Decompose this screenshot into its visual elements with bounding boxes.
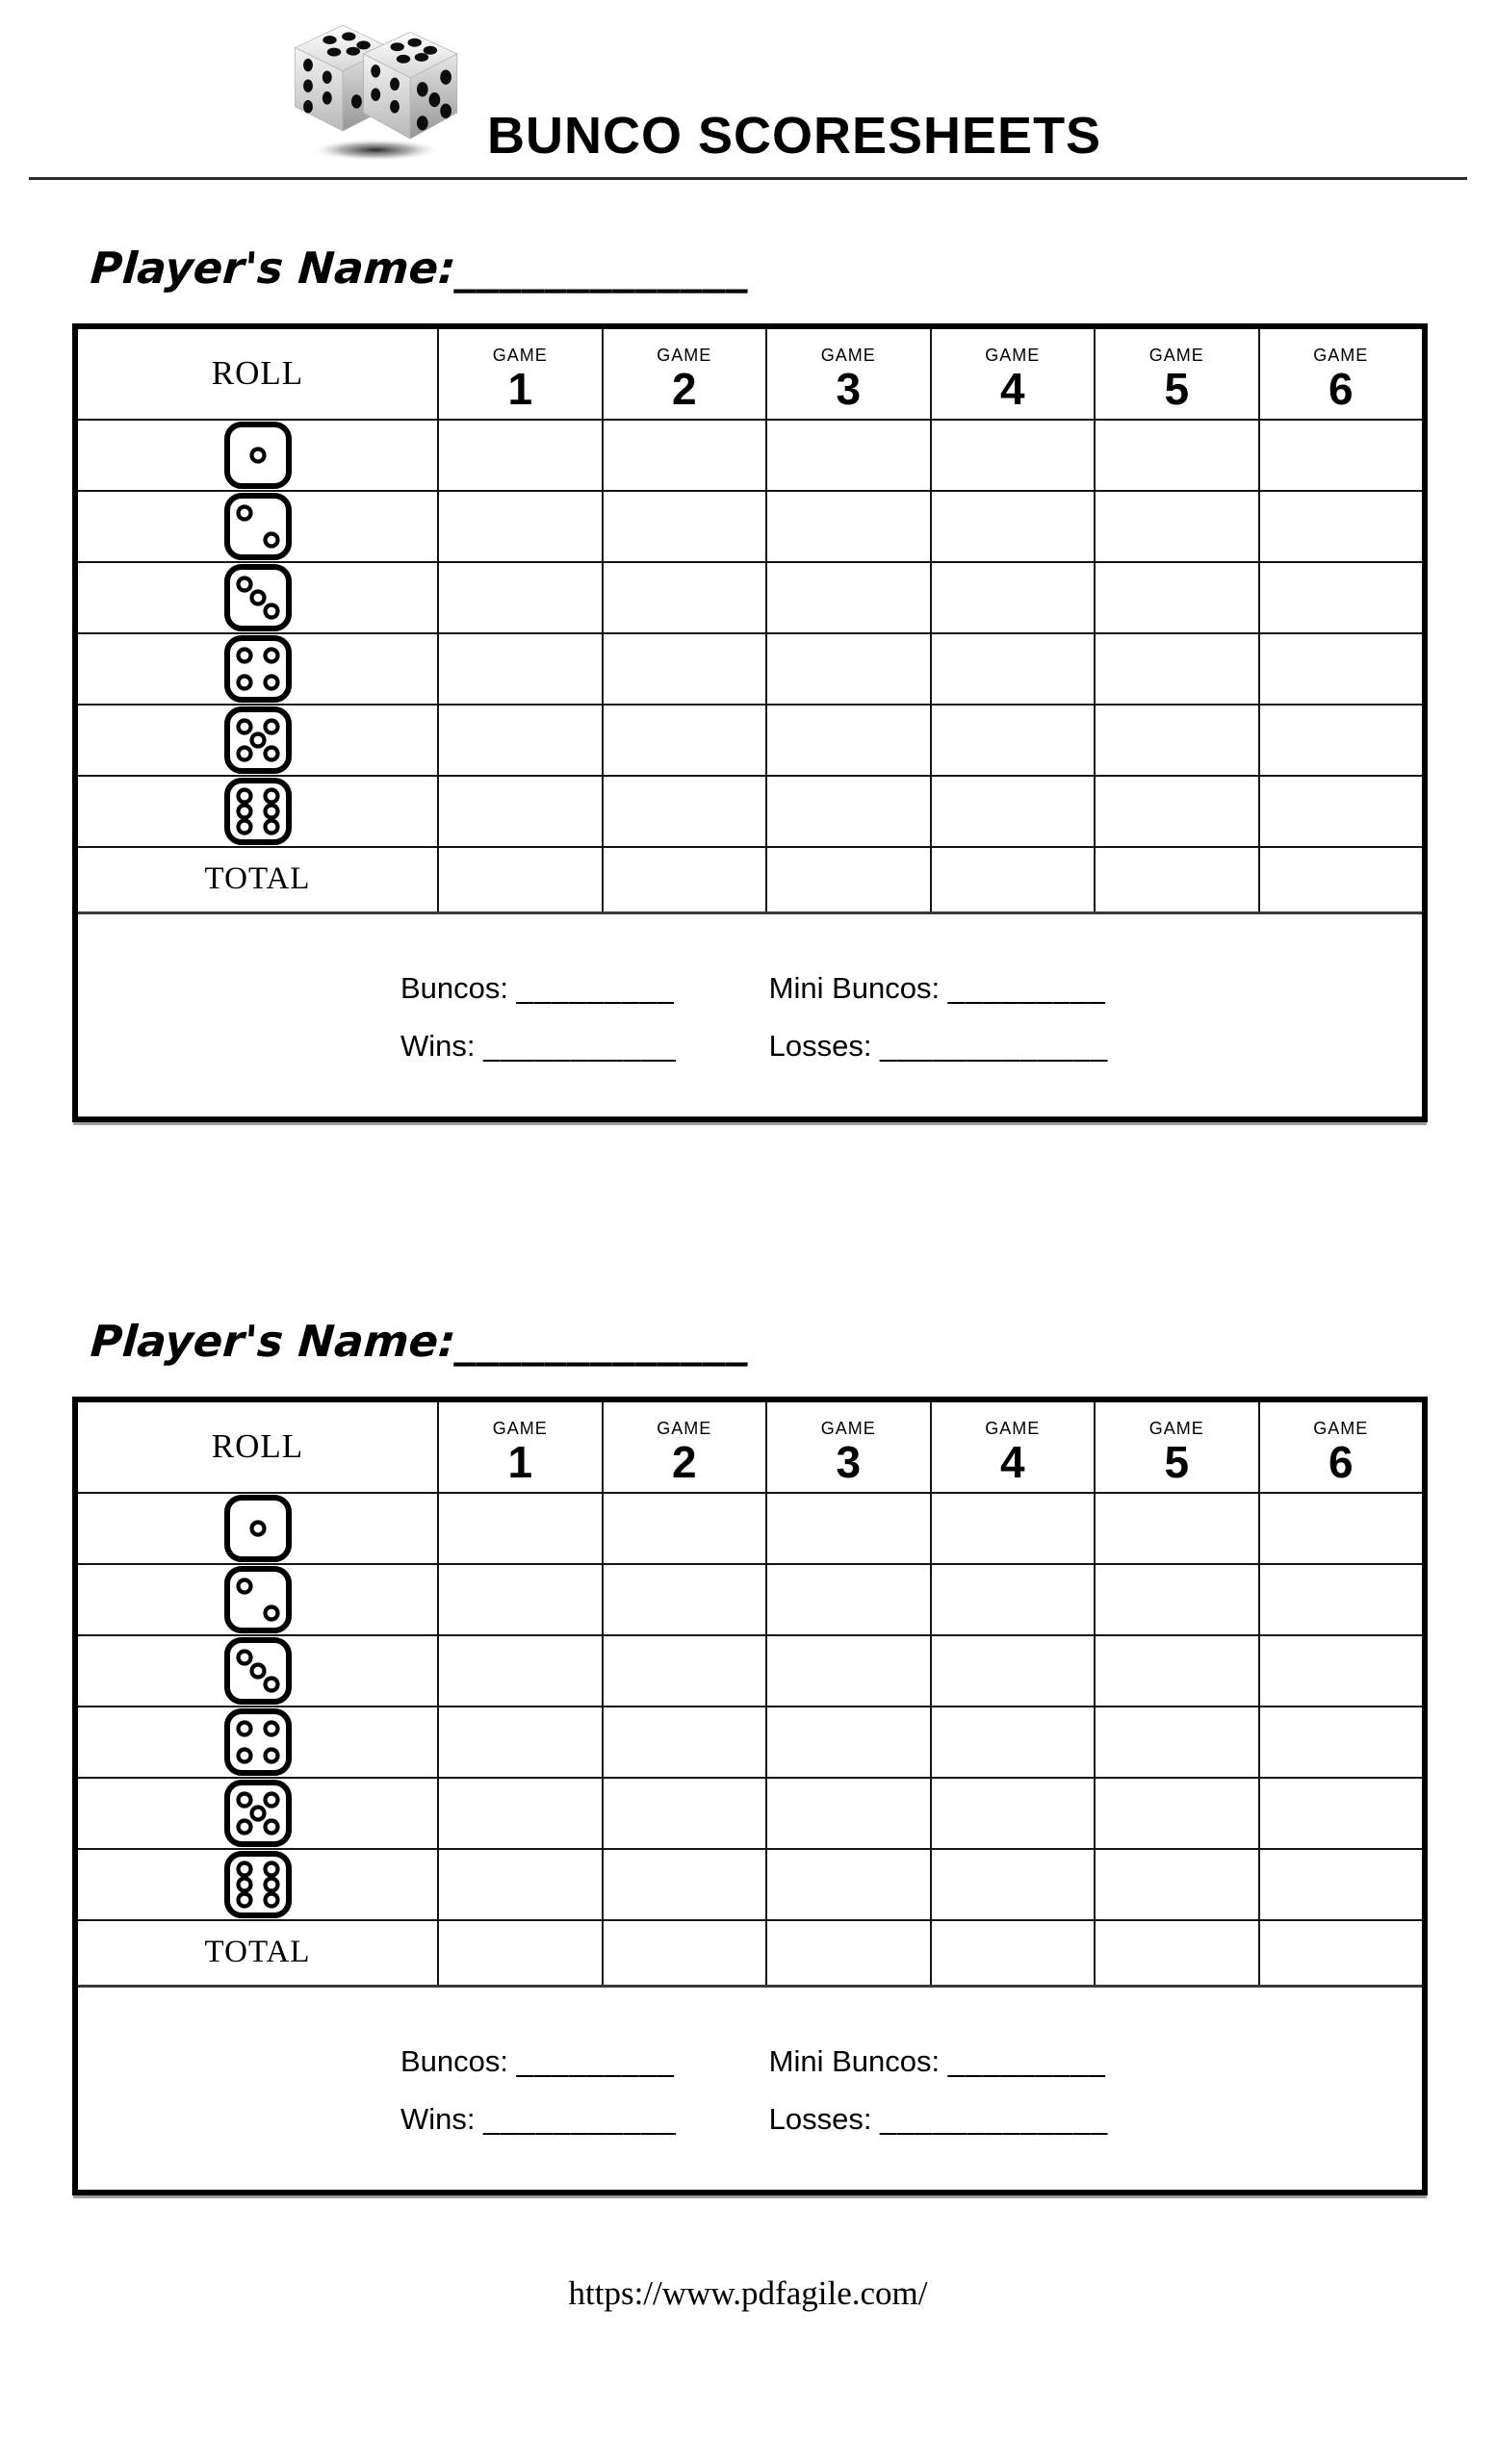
mini-buncos-field [769, 966, 1106, 1011]
game-number: 2 [671, 364, 697, 415]
wins-field [400, 2097, 761, 2142]
buncos-blank: _________ [516, 2043, 675, 2078]
game-label: GAME [492, 345, 548, 365]
scoresheet-1 [0, 240, 1496, 1122]
buncos-line [400, 2040, 1422, 2084]
score-cell [1258, 706, 1423, 775]
die-cell [78, 777, 437, 846]
game-4-header-cell [930, 329, 1095, 419]
score-cell [1258, 1636, 1423, 1706]
die-face-2-icon [223, 492, 293, 561]
score-cell [1094, 706, 1258, 775]
game-5-header-cell [1094, 1402, 1258, 1492]
dice-row-5 [78, 1779, 1422, 1850]
die-cell [78, 1779, 437, 1848]
dice-row-4 [78, 1707, 1422, 1779]
player-name-line [89, 240, 1496, 298]
die-face-6-icon [223, 777, 293, 846]
player-name-blank: _____________ [453, 243, 752, 294]
buncos-blank: _________ [516, 970, 675, 1005]
score-cell [1094, 1494, 1258, 1563]
score-cell [437, 563, 602, 632]
die-cell [78, 563, 437, 632]
game-2-header-cell [602, 1402, 766, 1492]
masthead [0, 0, 1496, 166]
score-cell [930, 421, 1095, 490]
score-cell [1258, 1494, 1423, 1563]
die-cell [78, 421, 437, 490]
die-cell [78, 1494, 437, 1563]
die-face-6-icon [223, 1850, 293, 1919]
score-cell [602, 777, 766, 846]
score-cell [765, 421, 930, 490]
game-number: 3 [836, 1437, 862, 1488]
score-cell [1094, 421, 1258, 490]
score-cell [1094, 1636, 1258, 1706]
dice-row-5 [78, 706, 1422, 777]
buncos-field [400, 966, 761, 1011]
dice-row-1 [78, 421, 1422, 492]
game-number: 5 [1164, 1437, 1190, 1488]
player-name-blank: _____________ [453, 1315, 752, 1367]
score-cell [765, 1707, 930, 1777]
wins-blank: ___________ [483, 2101, 677, 2136]
table-header-row [78, 1402, 1422, 1494]
roll-header-cell [78, 1402, 437, 1492]
game-number: 4 [999, 1437, 1025, 1488]
score-cell [1094, 1850, 1258, 1919]
score-cell [930, 1779, 1095, 1848]
die-cell [78, 1636, 437, 1706]
score-cell [1094, 492, 1258, 561]
mini-buncos-field [769, 2040, 1106, 2084]
die-face-3-icon [223, 563, 293, 632]
die-face-1-icon [223, 421, 293, 490]
dice-row-6 [78, 777, 1422, 848]
score-cell [602, 563, 766, 632]
score-cell [1258, 1565, 1423, 1634]
score-cell [437, 777, 602, 846]
score-cell [1094, 1565, 1258, 1634]
score-cell [437, 1636, 602, 1706]
score-cell [1258, 1779, 1423, 1848]
roll-header-cell [78, 329, 437, 419]
game-label: GAME [1313, 1418, 1369, 1438]
score-cell [765, 634, 930, 704]
total-score-cell [437, 1921, 602, 1985]
die-cell [78, 492, 437, 561]
game-3-header-cell [765, 329, 930, 419]
score-cell [437, 1494, 602, 1563]
score-cell [602, 421, 766, 490]
player-name-label: Player's Name: [89, 243, 458, 294]
player-name-line [89, 1313, 1496, 1372]
total-label-cell [78, 1921, 437, 1985]
score-cell [437, 1779, 602, 1848]
score-cell [1258, 492, 1423, 561]
die-face-4-icon [223, 634, 293, 704]
score-cell [930, 492, 1095, 561]
score-cell [1258, 1707, 1423, 1777]
score-cell [930, 1850, 1095, 1919]
game-label: GAME [820, 1418, 876, 1438]
score-cell [1094, 563, 1258, 632]
score-cell [602, 1636, 766, 1706]
table-header-row [78, 329, 1422, 421]
game-number: 4 [999, 364, 1025, 415]
score-cell [930, 1636, 1095, 1706]
score-cell [1258, 1850, 1423, 1919]
total-score-cell [930, 848, 1095, 911]
game-label: GAME [492, 1418, 548, 1438]
mini-buncos-blank: _________ [947, 970, 1106, 1005]
score-cell [930, 1707, 1095, 1777]
die-cell [78, 1565, 437, 1634]
total-score-cell [1258, 848, 1423, 911]
losses-blank: _____________ [880, 1028, 1109, 1063]
game-label: GAME [657, 1418, 712, 1438]
score-cell [1094, 1707, 1258, 1777]
score-cell [930, 1494, 1095, 1563]
score-cell [437, 492, 602, 561]
score-cell [437, 1850, 602, 1919]
score-cell [602, 706, 766, 775]
two-dice-logo-icon [277, 10, 477, 166]
total-label: TOTAL [204, 1935, 311, 1969]
game-number: 1 [507, 1437, 533, 1488]
stats-area [78, 1988, 1422, 2190]
score-cell [930, 563, 1095, 632]
die-cell [78, 1707, 437, 1777]
wins-line [400, 2097, 1422, 2142]
score-cell [602, 1565, 766, 1634]
buncos-line [400, 966, 1422, 1011]
losses-field [769, 1024, 1109, 1068]
total-score-cell [1094, 848, 1258, 911]
game-6-header-cell [1258, 1402, 1423, 1492]
die-face-5-icon [223, 1779, 293, 1848]
total-score-cell [1258, 1921, 1423, 1985]
total-score-cell [1094, 1921, 1258, 1985]
game-number: 1 [507, 364, 533, 415]
total-score-cell [602, 1921, 766, 1985]
score-cell [765, 777, 930, 846]
game-6-header-cell [1258, 329, 1423, 419]
header-divider [29, 177, 1467, 180]
score-cell [1094, 1779, 1258, 1848]
die-cell [78, 1850, 437, 1919]
score-cell [765, 1779, 930, 1848]
wins-label: Wins: [400, 2101, 476, 2136]
page-title: BUNCO SCORESHEETS [487, 107, 1102, 165]
game-number: 2 [671, 1437, 697, 1488]
total-score-cell [437, 848, 602, 911]
buncos-field [400, 2040, 761, 2084]
score-cell [602, 492, 766, 561]
losses-label: Losses: [768, 1028, 872, 1063]
game-4-header-cell [930, 1402, 1095, 1492]
wins-blank: ___________ [483, 1028, 677, 1063]
roll-header-label: ROLL [211, 1427, 304, 1465]
score-cell [602, 634, 766, 704]
score-table [72, 323, 1428, 1122]
wins-label: Wins: [400, 1028, 476, 1063]
score-cell [930, 634, 1095, 704]
footer-url[interactable]: https://www.pdfagile.com/ [568, 2273, 928, 2312]
score-cell [765, 1636, 930, 1706]
dice-row-1 [78, 1494, 1422, 1565]
score-cell [1258, 563, 1423, 632]
dice-row-4 [78, 634, 1422, 706]
score-cell [437, 1565, 602, 1634]
score-cell [602, 1779, 766, 1848]
game-number: 6 [1328, 364, 1354, 415]
losses-blank: _____________ [880, 2101, 1109, 2136]
score-cell [765, 1850, 930, 1919]
score-cell [1094, 634, 1258, 704]
dice-row-3 [78, 1636, 1422, 1707]
score-cell [765, 1565, 930, 1634]
wins-field [400, 1024, 761, 1068]
game-label: GAME [1148, 345, 1204, 365]
game-number: 3 [836, 364, 862, 415]
score-cell [602, 1850, 766, 1919]
game-number: 5 [1164, 364, 1190, 415]
game-label: GAME [985, 345, 1041, 365]
score-cell [602, 1707, 766, 1777]
roll-header-label: ROLL [211, 354, 304, 393]
mini-buncos-label: Mini Buncos: [768, 2043, 941, 2078]
dice-row-2 [78, 1565, 1422, 1636]
score-table [72, 1397, 1428, 2195]
score-cell [1258, 777, 1423, 846]
dice-row-2 [78, 492, 1422, 563]
total-score-cell [765, 1921, 930, 1985]
dice-row-3 [78, 563, 1422, 634]
game-number: 6 [1328, 1437, 1354, 1488]
total-score-cell [765, 848, 930, 911]
game-2-header-cell [602, 329, 766, 419]
die-cell [78, 706, 437, 775]
score-cell [765, 1494, 930, 1563]
losses-label: Losses: [768, 2101, 872, 2136]
score-cell [437, 1707, 602, 1777]
game-label: GAME [820, 345, 876, 365]
scoresheet-2 [0, 1313, 1496, 2195]
losses-field [769, 2097, 1109, 2142]
buncos-label: Buncos: [400, 970, 509, 1005]
game-label: GAME [657, 345, 712, 365]
die-face-5-icon [223, 706, 293, 775]
score-cell [930, 777, 1095, 846]
die-face-3-icon [223, 1636, 293, 1706]
player-name-label: Player's Name: [89, 1315, 458, 1367]
game-3-header-cell [765, 1402, 930, 1492]
game-1-header-cell [437, 1402, 602, 1492]
score-cell [765, 492, 930, 561]
total-score-cell [930, 1921, 1095, 1985]
total-score-cell [602, 848, 766, 911]
wins-line [400, 1024, 1422, 1068]
die-cell [78, 634, 437, 704]
score-cell [1258, 634, 1423, 704]
die-face-1-icon [223, 1494, 293, 1563]
score-cell [1094, 777, 1258, 846]
buncos-label: Buncos: [400, 2043, 509, 2078]
score-cell [765, 563, 930, 632]
total-label: TOTAL [204, 861, 311, 897]
total-row [78, 848, 1422, 914]
die-face-2-icon [223, 1565, 293, 1634]
game-label: GAME [1148, 1418, 1204, 1438]
game-1-header-cell [437, 329, 602, 419]
dice-row-6 [78, 1850, 1422, 1921]
die-face-4-icon [223, 1707, 293, 1777]
stats-area [78, 914, 1422, 1116]
score-cell [930, 1565, 1095, 1634]
score-cell [930, 706, 1095, 775]
total-row [78, 1921, 1422, 1988]
game-5-header-cell [1094, 329, 1258, 419]
score-cell [437, 421, 602, 490]
score-cell [437, 706, 602, 775]
score-cell [437, 634, 602, 704]
score-cell [1258, 421, 1423, 490]
game-label: GAME [985, 1418, 1041, 1438]
score-cell [602, 1494, 766, 1563]
mini-buncos-blank: _________ [947, 2043, 1106, 2078]
game-label: GAME [1313, 345, 1369, 365]
score-cell [765, 706, 930, 775]
total-label-cell [78, 848, 437, 911]
mini-buncos-label: Mini Buncos: [768, 970, 941, 1005]
